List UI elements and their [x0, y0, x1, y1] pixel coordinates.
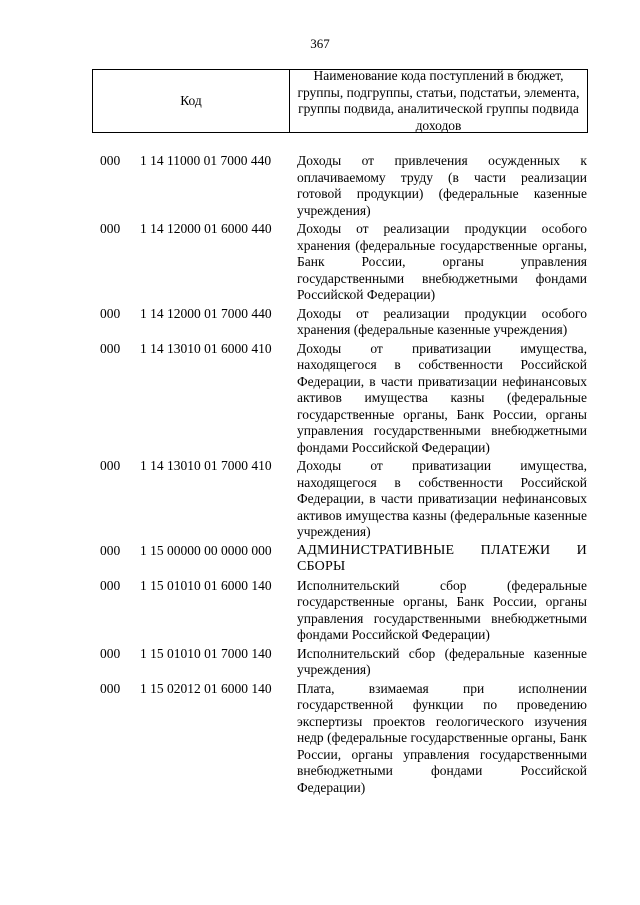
column-header-name: Наименование кода поступлений в бюджет, группы, подгруппы, статьи, подстатьи, элемента, группы подвида, аналитической группы подвида доходов	[297, 68, 580, 133]
table-row	[0, 543, 640, 576]
table-row	[0, 646, 640, 679]
revenue-name: Доходы от реализации продукции особого хранения (федеральные казенные учреждения)	[297, 305, 587, 337]
table-row	[0, 341, 640, 457]
revenue-code: 1 15 00000 00 0000 000	[140, 542, 272, 558]
revenue-code: 1 15 01010 01 6000 140	[140, 577, 272, 593]
admin-code: 000	[100, 221, 121, 236]
revenue-code: 1 14 13010 01 7000 410	[140, 458, 272, 473]
table-row	[0, 153, 640, 219]
admin-code: 000	[100, 340, 121, 356]
revenue-code: 1 15 01010 01 7000 140	[140, 645, 272, 661]
revenue-name: Исполнительский сбор (федеральные государственные органы, Банк России, органы управления государственными внебюджетными фондами Российской Федерации)	[297, 577, 587, 642]
revenue-code: 1 15 02012 01 6000 140	[140, 680, 272, 696]
revenue-code: 1 14 12000 01 7000 440	[140, 305, 272, 321]
revenue-name: Доходы от привлечения осужденных к оплачиваемому труду (в части реализации готовой продукции) (федеральные казенные учреждения)	[297, 153, 587, 218]
revenue-name: Доходы от приватизации имущества, находящегося в собственности Российской Федерации, в части приватизации нефинансовых активов имущества казны (федеральные казенные учреждения)	[297, 458, 587, 539]
table-row	[0, 221, 640, 304]
table-row	[0, 306, 640, 339]
table-header	[92, 69, 588, 133]
column-header-code: Код	[93, 70, 290, 132]
admin-code: 000	[100, 645, 121, 661]
revenue-name: Исполнительский сбор (федеральные казенные учреждения)	[297, 645, 587, 677]
revenue-code: 1 14 11000 01 7000 440	[140, 153, 272, 168]
admin-code: 000	[100, 305, 121, 321]
admin-code: 000	[100, 458, 121, 473]
admin-code: 000	[100, 577, 121, 593]
table-body	[0, 153, 640, 798]
table-row	[0, 681, 640, 797]
revenue-name: Плата, взимаемая при исполнении государственной функции по проведению экспертизы проектов геологического изучения недр (федеральные государственные органы, Банк России, органы управления государственными внебюджетными фондами Российской Федерации)	[297, 680, 587, 795]
table-row	[0, 458, 640, 541]
page-number: 367	[310, 36, 330, 51]
revenue-name: АДМИНИСТРАТИВНЫЕ ПЛАТЕЖИ И СБОРЫ	[297, 542, 587, 574]
admin-code: 000	[100, 153, 121, 168]
revenue-name: Доходы от приватизации имущества, находящегося в собственности Российской Федерации, в части приватизации нефинансовых активов имущества казны (федеральные государственные органы, Банк России, органы управления государственными внебюджетными фондами Российской Федерации)	[297, 340, 587, 455]
admin-code: 000	[100, 680, 121, 696]
revenue-name: Доходы от реализации продукции особого хранения (федеральные государственные органы, Банк России, органы управления государственными внебюджетными фондами Российской Федерации)	[297, 221, 587, 302]
admin-code: 000	[100, 542, 121, 558]
table-row	[0, 578, 640, 644]
revenue-code: 1 14 13010 01 6000 410	[140, 340, 272, 356]
revenue-code: 1 14 12000 01 6000 440	[140, 221, 272, 236]
